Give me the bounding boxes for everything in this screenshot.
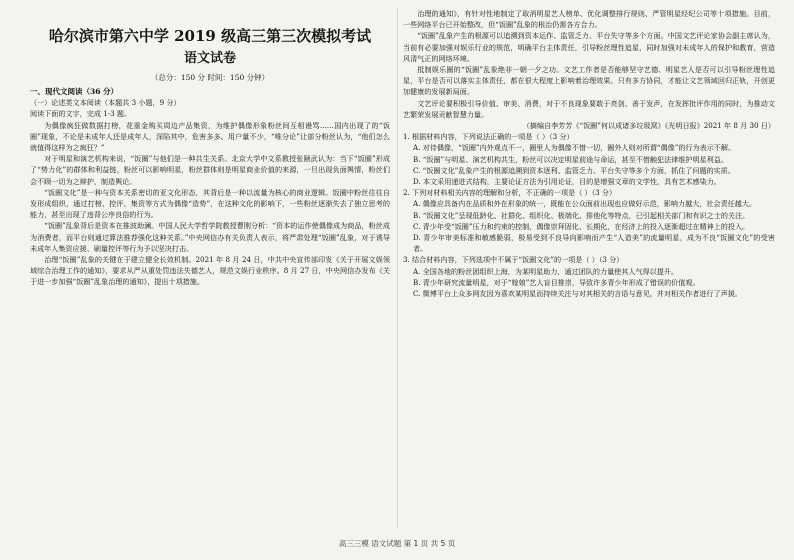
passage-paragraph: “饭圈文化”是一种与资本关系密切的亚文化形态，其背后是一种以流量为核心的商业逻辑。饭圈中粉丝往往自发形成组织，通过打榜、控评、集资等方式为偶像“造势”，在这种文化的影响下，一些粉丝逐渐失去了独立思考的能力，甚至出现了违背公序良俗的行为。 — [30, 187, 390, 220]
section-instruction: 阅读下面的文字，完成 1-3 题。 — [30, 109, 132, 119]
left-column — [30, 8, 390, 288]
passage-paragraph: 对于明星和演艺机构来说，“饭圈”与他们是一种共生关系。北京大学中文系教授张颐武认为：当下“饭圈”形成了“势力化”的群体和利益链，粉丝可以影响明星，粉丝群体则是明星商业价值的来源，一旦出现负面舆情，粉丝们会不顾一切为之辩护，制造舆论。 — [30, 154, 390, 186]
section-title: 一、现代文阅读（36 分） — [30, 87, 119, 96]
column-divider — [397, 8, 398, 528]
section-subtitle: （一）论述类文本阅读（本题共 3 小题，9 分） — [30, 98, 181, 108]
exam-subtitle: 语文试卷 — [183, 51, 236, 66]
page-footer: 高三三模 语文试题 第 1 页 共 5 页 — [338, 539, 456, 548]
answer-option: B. “饭圈”与明星、演艺机构共生，粉丝可以决定明星前途与命运，甚至不惜触犯法律维护明星利益。 — [413, 154, 728, 164]
reading-passage — [30, 120, 390, 288]
answer-option: B. “饭圈文化”呈现低龄化、社群化、组织化、极端化、排他化等特点，已引起相关部门和有识之士的关注。 — [413, 210, 750, 220]
answer-option: B. 青少年研究流量明星，对于“嫁娘”艺人盲目推崇，导致许多青少年形成了错误的价值观。 — [413, 277, 700, 287]
passage-paragraph: 治理的通知》，有针对性地制定了取消明星艺人榜单、优化调整排行规则、严管明星经纪公司等十项措施。目前，一些网络平台已开始整改，但“饭圈”乱象的根治仍需各方合力。 — [403, 9, 775, 30]
passage-paragraph: 抵制娱乐圈的“饭圈”乱象绝非一朝一夕之功。文艺工作者是否能够坚守艺德、明星艺人是否可以引导粉丝理性追星，平台是否可以落实主体责任，都在很大程度上影响着治理效果。只有多方协同，才能让文艺领域回归正轨，开创更加健康的发展新局面。 — [403, 65, 775, 97]
answer-option: C. “饭圈文化”乱象产生的根源追溯到资本逐利、监管乏力、平台失守等多个方面，抓住了问题的实质。 — [413, 165, 735, 175]
passage-paragraph: 治理“饭圈”乱象的关键在于建立健全长效机制。2021 年 8 月 24 日，中共中央宣传部印发《关于开展文娱领域综合治理工作的通知》，要求从严从重处罚违法失德艺人，规范文娱行业秩序。8 月 27 日，中央网信办发布《关于进一步加强“饭圈”乱象治理的通知》，提出十项措施。 — [30, 255, 390, 287]
answer-option: A. 对待偶像，“饭圈”内外观点不一，圈里人为偶像不惜一切，圈外人则对所谓“偶像”的行为表示不解。 — [413, 143, 736, 153]
exam-meta: （总分：150 分 时间：150 分钟） — [150, 73, 270, 82]
question-stem: 3. 结合材料内容，下列选项中不属于“饭圈文化”的一项是（ ）（3 分） — [403, 255, 624, 265]
question-list — [403, 131, 775, 299]
answer-option: D. 本文采用递进式结构，主要论证方法为引用论证，目的是增强文章的文学性，具有艺术感染力。 — [413, 177, 721, 187]
passage-paragraph: “饭圈”乱象产生的根源可以追溯到资本运作、监管乏力、平台失守等多个方面。中国文艺评论家协会副主席认为，当前有必要加强对娱乐行业的规范，明确平台主体责任，引导粉丝理性追星，同时加强对未成年人的保护和教育，营造风清气正的网络环境。 — [403, 31, 775, 63]
answer-option: A. 偶像应具备内在品质和外在形象的统一，既能在公众面前出现也应做好示范，影响力越大，社会责任越大。 — [413, 199, 757, 209]
question-stem: 2. 下列对材料相关内容的理解和分析，不正确的一项是（ ）（3 分） — [403, 188, 617, 198]
passage-paragraph: 文艺评论要积极引导价值、审美、消费，对于不良现象要敢于亮剑、善于发声，在发挥批评作用的同时，为推动文艺繁荣发展贡献智慧力量。 — [403, 98, 775, 119]
exam-title: 哈尔滨市第六中学 2019 级高三第三次模拟考试 — [48, 27, 372, 45]
answer-option: C. 微博平台上众多网友因为喜欢某明星而持续关注与对其相关的言语与意见，并对相关作者进行了声援。 — [413, 289, 742, 299]
passage-paragraph: 为偶像疯狂做数据打榜，花重金购买周边产品集资，为维护偶像形象粉丝间互相谩骂……国内出现了的“饭圈”现象，不论是未成年人还是成年人，深陷其中，危害多多。用户量不少，“唯分论”让部分粉丝认为，“他们怎么就值得这样为之疯狂？” — [30, 120, 390, 153]
passage-paragraph: “饭圈”乱象背后是资本在推波助澜。中国人民大学哲学院教授曹刚分析：“资本的运作使偶像成为商品，粉丝成为消费者，而平台则通过算法推荐强化这种关系。”中央网信办有关负责人表示，将严肃处理“饭圈”乱象，对于诱导未成年人集资应援、刷量控评等行为予以坚决打击。 — [30, 221, 390, 253]
answer-option: A. 全国各地的粉丝团组织上海，为某明星助力，通过团队的力量使其人气得以提升。 — [413, 266, 679, 276]
answer-option: D. 青少年审美标准和敏感脆弱，极易受到不良导向影响而产生“人造美”的流量明星，成为不良“饭圈文化”的受害者。 — [413, 233, 775, 254]
question-stem: 1. 根据材料内容，下列说法正确的一项是（ ）（3 分） — [403, 132, 574, 142]
right-column — [403, 8, 775, 299]
reading-passage-continued — [403, 8, 775, 120]
answer-option: C. 青少年受“饭圈”压力和约束的控制，偶像崇拜固化、长期化，在经济上的投入逐渐超过在精神上的投入。 — [413, 221, 750, 231]
source-citation: （摘编自李芳芳《“饭圈”何以成诸多垃圾窝》《光明日报》2021 年 8 月 30 日） — [522, 121, 775, 131]
